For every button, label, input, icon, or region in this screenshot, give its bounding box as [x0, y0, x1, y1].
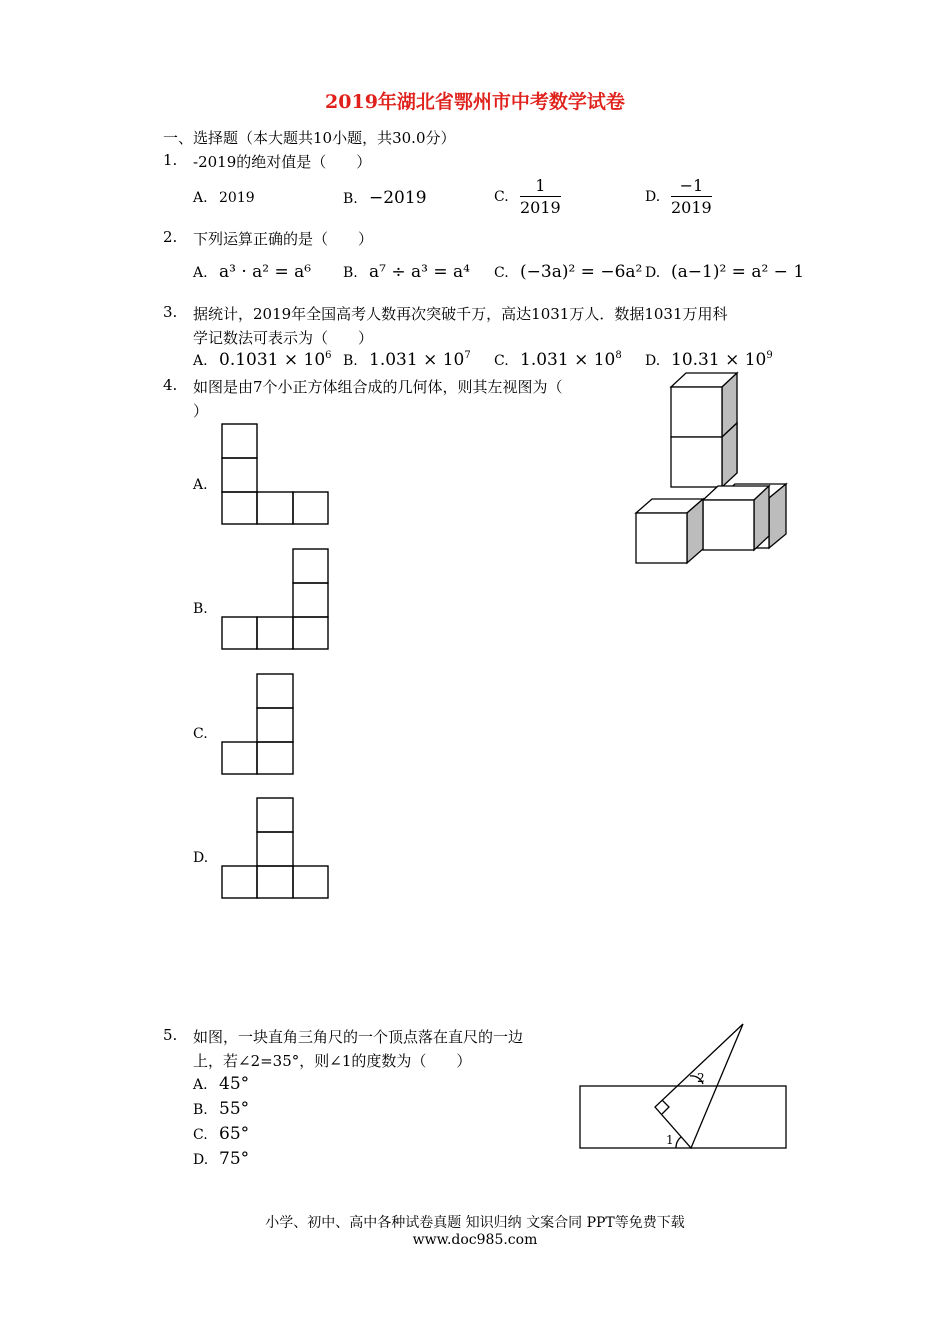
- page-title: 2019年湖北省鄂州市中考数学试卷: [325, 91, 625, 113]
- q1-option-a: A. 2019: [193, 190, 255, 206]
- q4-option-a-label: A.: [193, 477, 208, 493]
- q5-option-d: D. 75°: [193, 1149, 250, 1169]
- q3-option-a: A. $0.1031 \times 10^6$: [193, 350, 332, 370]
- q2-option-a: A. a³ · a² = a⁶: [193, 262, 312, 282]
- q4-cubes-figure: [634, 372, 792, 566]
- q2-text: 下列运算正确的是（ ）: [193, 230, 374, 248]
- q1-option-c: C. $\frac{1}{2019}$: [494, 176, 561, 217]
- q1-option-b: B. −2019: [343, 188, 427, 208]
- q4-option-c-figure: [221, 673, 297, 776]
- q4-option-c-label: C.: [193, 726, 208, 742]
- q2-option-c: C. (−3a)² = −6a²: [494, 262, 643, 282]
- q5-number: 5.: [163, 1026, 178, 1044]
- q5-option-c: C. 65°: [193, 1124, 250, 1144]
- q5-option-b: B. 55°: [193, 1099, 250, 1119]
- q4-option-d-figure: [221, 797, 331, 900]
- q5-ruler-triangle-figure: [578, 1020, 790, 1152]
- angle-1-label: 1: [666, 1133, 674, 1147]
- q3-option-d: D. $10.31 \times 10^9$: [645, 350, 773, 370]
- q4-text-line1: 如图是由7个小正方体组合成的几何体，则其左视图为（: [193, 378, 563, 396]
- q3-text-line1: 据统计，2019年全国高考人数再次突破千万，高达1031万人．数据1031万用科: [193, 305, 728, 323]
- q2-option-b: B. a⁷ ÷ a³ = a⁴: [343, 262, 470, 282]
- q4-option-d-label: D.: [193, 850, 209, 866]
- q1-text: -2019的绝对值是（ ）: [193, 153, 372, 171]
- section-heading: 一、选择题（本大题共10小题，共30.0分）: [163, 129, 456, 147]
- q4-text-line2: ）: [193, 402, 209, 420]
- q3-text-line2: 学记数法可表示为（ ）: [193, 329, 374, 347]
- q3-number: 3.: [163, 303, 178, 321]
- q2-option-d: D. (a−1)² = a² − 1: [645, 262, 805, 282]
- q5-text-line2: 上，若∠2=35°，则∠1的度数为（ ）: [193, 1052, 472, 1070]
- q2-number: 2.: [163, 228, 178, 246]
- angle-2-label: 2: [697, 1071, 705, 1085]
- footer-line1: 小学、初中、高中各种试卷真题 知识归纳 文案合同 PPT等免费下载: [265, 1215, 685, 1231]
- q4-number: 4.: [163, 376, 178, 394]
- q3-option-c: C. $1.031 \times 10^8$: [494, 350, 622, 370]
- q5-option-a: A. 45°: [193, 1074, 250, 1094]
- footer-link[interactable]: www.doc985.com: [412, 1232, 538, 1248]
- q3-option-b: B. $1.031 \times 10^7$: [343, 350, 471, 370]
- q1-option-d: D. $\frac{-1}{2019}$: [645, 176, 712, 217]
- q1-number: 1.: [163, 151, 178, 169]
- q4-option-b-label: B.: [193, 601, 208, 617]
- q5-text-line1: 如图，一块直角三角尺的一个顶点落在直尺的一边: [193, 1028, 524, 1046]
- q4-option-b-figure: [221, 548, 331, 651]
- q4-option-a-figure: [221, 423, 331, 526]
